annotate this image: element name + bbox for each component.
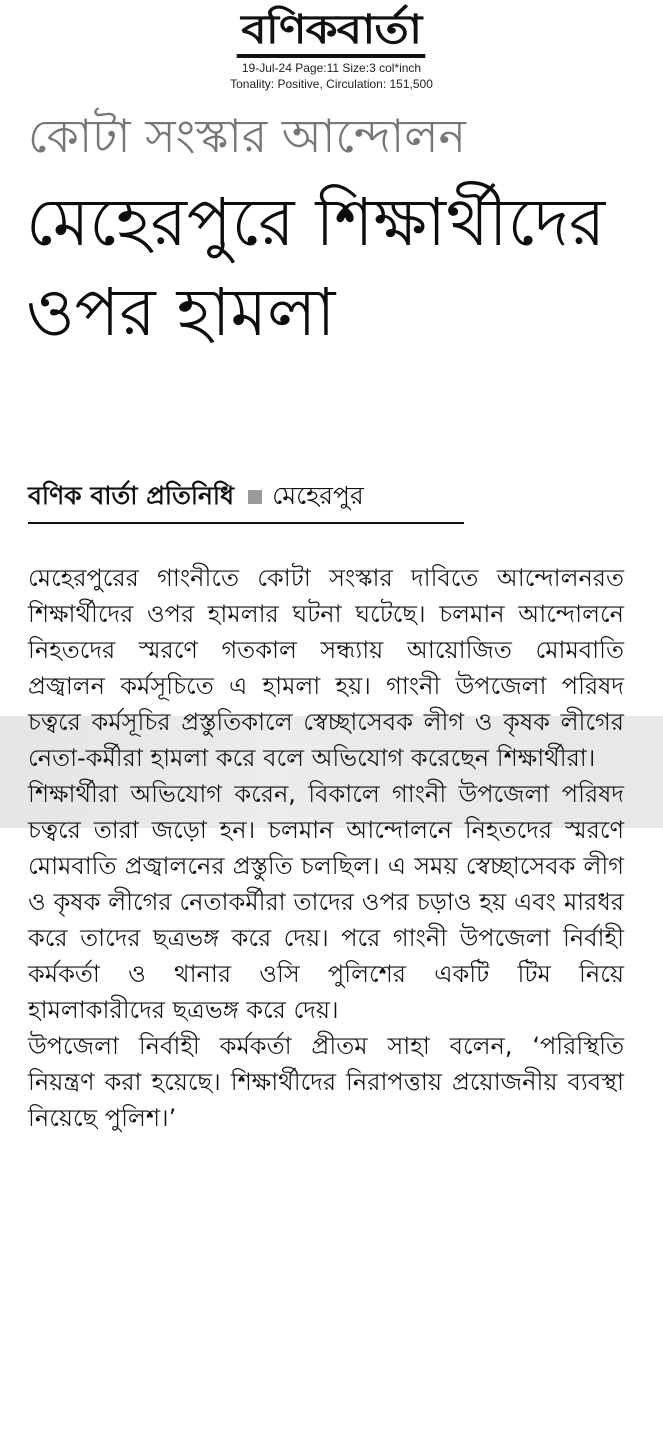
clip-info-line: 19-Jul-24 Page:11 Size:3 col*inch	[241, 61, 422, 75]
byline-location: মেহেরপুর	[272, 481, 364, 510]
article-headline: মেহেরপুরে শিক্ষার্থীদের ওপর হামলা	[26, 184, 606, 351]
byline-author: বণিক বার্তা প্রতিনিধি	[28, 481, 235, 510]
article-paragraph: শিক্ষার্থীরা অভিযোগ করেন, বিকালে গাংনী উপজেলা পরিষদ চত্বরে তারা জড়ো হন। চলমান আন্দোলনে নিহতদের স্মরণে মোমবাতি প্রজ্বালনের প্রস্তুতি চলছিল। এ সময় স্বেচ্ছাসেবক লীগ ও কৃষক লীগের নেতাকর্মীরা তাদের ওপর চড়াও হয় এবং মারধর করে তাদের ছত্রভঙ্গ করে দেয়। পরে গাংনী উপজেলা নির্বাহী কর্মকর্তা ও থানার ওসি পুলিশের একটি টিম নিয়ে হামলাকারীদের ছত্রভঙ্গ করে দেয়।	[28, 780, 624, 1024]
article-body	[28, 560, 624, 1136]
byline-separator-square-icon	[248, 490, 262, 504]
article-paragraph: মেহেরপুরের গাংনীতে কোটা সংস্কার দাবিতে আন্দোলনরত শিক্ষার্থীদের ওপর হামলার ঘটনা ঘটেছে। চলমান আন্দোলনে নিহতদের স্মরণে গতকাল সন্ধ্যায় আয়োজিত মোমবাতি প্রজ্বালন কর্মসূচিতে এ হামলা হয়। গাংনী উপজেলা পরিষদ চত্বরে কর্মসূচির প্রস্তুতিকালে স্বেচ্ছাসেবক লীগ ও কৃষক লীগের নেতা-কর্মীরা হামলা করে বলে অভিযোগ করেছেন শিক্ষার্থীরা।	[28, 564, 624, 772]
article-kicker: কোটা সংস্কার আন্দোলন	[28, 109, 466, 163]
newspaper-logo: বণিকবার্তা	[237, 6, 426, 58]
clip-tonality-line: Tonality: Positive, Circulation: 151,500	[230, 77, 433, 91]
article-byline	[28, 476, 464, 524]
masthead	[0, 6, 663, 58]
article-paragraph: উপজেলা নির্বাহী কর্মকর্তা প্রীতম সাহা বলেন, ‘পরিস্থিতি নিয়ন্ত্রণ করা হয়েছে। শিক্ষার্থীদের নিরাপত্তায় প্রয়োজনীয় ব্যবস্থা নিয়েছে পুলিশ।’	[28, 1032, 624, 1132]
